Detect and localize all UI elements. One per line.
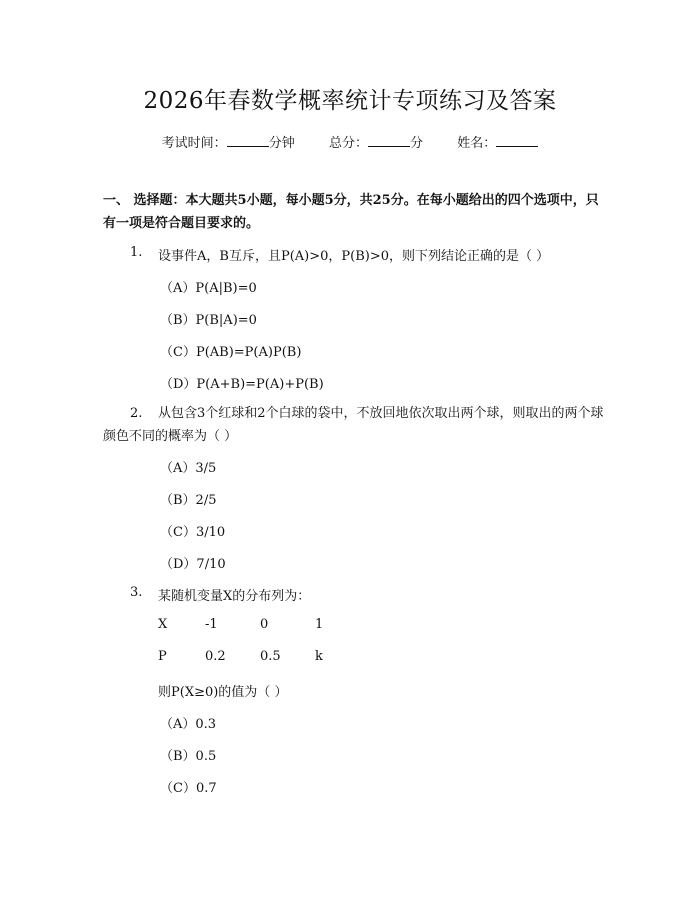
exam-meta-line xyxy=(0,132,700,151)
option-d: （D）P(A+B)=P(A)+P(B) xyxy=(160,377,324,392)
question-subtext: 则P(X≥0)的值为（ ） xyxy=(158,685,288,700)
dist-x-value: 0 xyxy=(260,617,269,632)
name-label: 姓名： xyxy=(457,136,497,151)
question-text: 某随机变量X的分布列为： xyxy=(158,589,311,604)
option-b: （B）P(B|A)=0 xyxy=(160,313,257,328)
dist-x-value: -1 xyxy=(205,617,218,632)
option-c: （C）0.7 xyxy=(160,781,217,796)
option-a: （A）3/5 xyxy=(160,461,217,476)
option-a: （A）0.3 xyxy=(160,717,217,732)
score-unit: 分 xyxy=(410,136,424,151)
dist-x-header: X xyxy=(158,617,168,632)
question-text: 设事件A，B互斥，且P(A)>0，P(B)>0，则下列结论正确的是（ ） xyxy=(158,249,550,264)
time-blank xyxy=(227,135,269,147)
question-number: 2. xyxy=(130,406,143,421)
option-a: （A）P(A|B)=0 xyxy=(160,281,257,296)
dist-p-header: P xyxy=(158,649,167,664)
page-title: 2026年春数学概率统计专项练习及答案 xyxy=(143,88,557,114)
dist-x-value: 1 xyxy=(315,617,324,632)
score-blank xyxy=(368,135,410,147)
question-block xyxy=(103,402,613,448)
score-label: 总分： xyxy=(328,136,368,151)
dist-p-value: k xyxy=(315,649,323,664)
dist-p-value: 0.5 xyxy=(260,649,281,664)
time-label: 考试时间： xyxy=(161,136,227,151)
question-text: 从包含3个红球和2个白球的袋中，不放回地依次取出两个球，则取出的两个球颜色不同的概率为（ ） xyxy=(103,406,604,444)
question-number: 1. xyxy=(130,245,143,260)
name-blank xyxy=(496,135,538,147)
option-c: （C）P(AB)=P(A)P(B) xyxy=(160,345,302,360)
option-b: （B）0.5 xyxy=(160,749,217,764)
option-c: （C）3/10 xyxy=(160,525,226,540)
option-d: （D）7/10 xyxy=(160,557,226,572)
section-heading: 一、 选择题：本大题共5小题，每小题5分，共25分。在每小题给出的四个选项中，只有一项是符合题目要求的。 xyxy=(103,193,599,231)
dist-p-value: 0.2 xyxy=(205,649,226,664)
question-number: 3. xyxy=(130,585,143,600)
option-b: （B）2/5 xyxy=(160,493,217,508)
time-unit: 分钟 xyxy=(268,136,295,151)
